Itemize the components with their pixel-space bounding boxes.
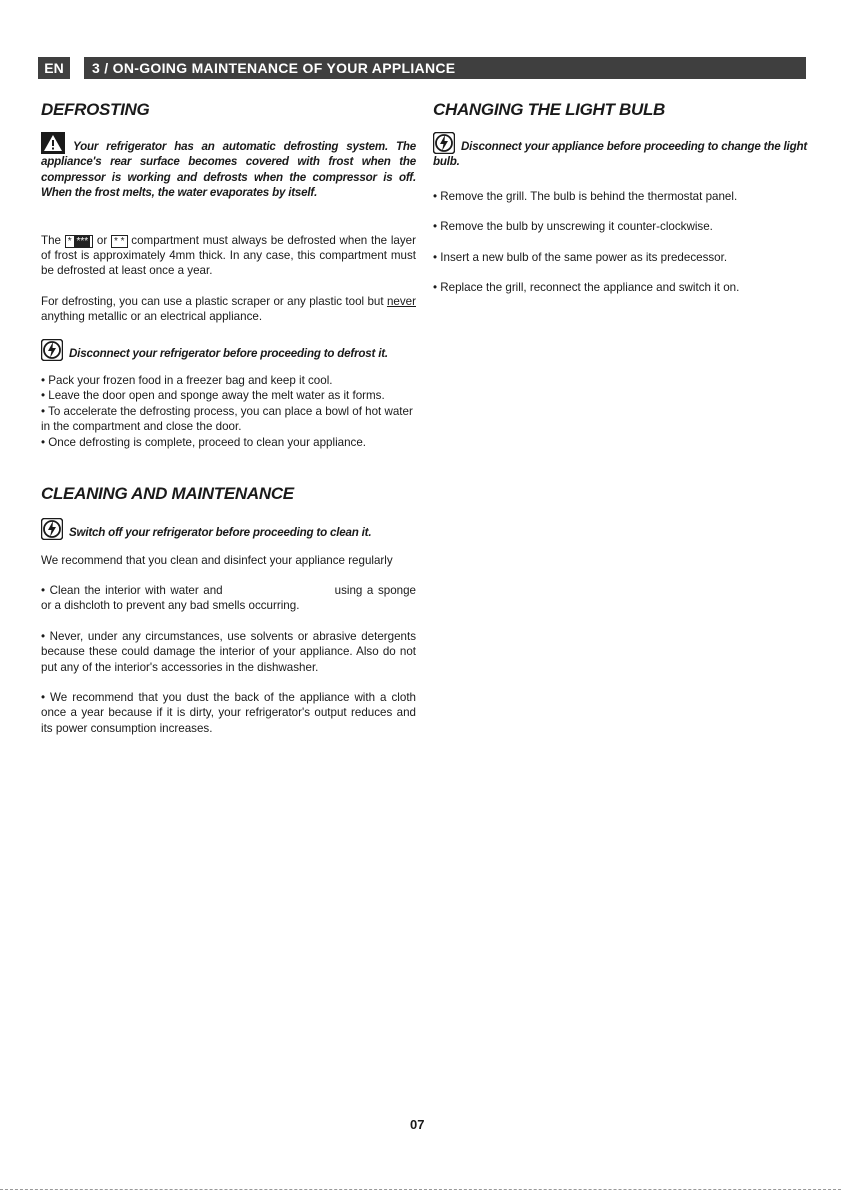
cleaning-recommend: We recommend that you clean and disinfect your appliance regularly <box>41 553 393 567</box>
defrosting-warning-text: Your refrigerator has an automatic defrosting system. The appliance's rear surface becomes covered with frost when the compressor is working and defrosts when the compressor is off. When the frost melts, the water evaporates by itself. <box>41 140 416 200</box>
warning-triangle-icon <box>41 132 65 154</box>
defrost-disconnect-warning <box>41 339 416 361</box>
right-column <box>433 100 807 295</box>
never-solvents-paragraph: • Never, under any circumstances, use solvents or abrasive detergents because these could damage the interior of your appliance. Also do not put any of the interior's accessories in the dishwasher. <box>41 629 416 674</box>
four-star-compartment-icon: * *** <box>65 235 93 248</box>
clean-interior-c: sponge or a dishcloth to prevent any bad smells occurring. <box>41 583 416 613</box>
clean-interior-b: using a <box>334 583 374 597</box>
tool-text-a: For defrosting, you can use a plastic scraper or any plastic tool but <box>41 294 384 308</box>
section-title-bar: 3 / ON-GOING MAINTENANCE OF YOUR APPLIANCE <box>84 57 806 79</box>
list-item: • Pack your frozen food in a freezer bag and keep it cool. <box>41 374 333 388</box>
compartment-or: or <box>96 233 108 247</box>
unplug-icon <box>41 518 63 540</box>
tool-text-never: never <box>386 294 416 308</box>
light-bulb-disconnect-warning <box>433 132 807 170</box>
cleaning-heading: CLEANING AND MAINTENANCE <box>41 484 294 504</box>
list-item: • Replace the grill, reconnect the appliance and switch it on. <box>433 281 740 295</box>
clean-interior-a: • Clean the interior with water and <box>41 583 223 597</box>
list-item: • To accelerate the defrosting process, you can place a bowl of hot water in the compartment and close the door. <box>41 404 413 434</box>
list-item: • Leave the door open and sponge away the melt water as it forms. <box>41 389 385 403</box>
defrosting-warning <box>41 132 416 201</box>
unplug-icon <box>41 339 63 361</box>
dust-back-paragraph: • We recommend that you dust the back of the appliance with a cloth once a year because if it is dirty, your refrigerator's output reduces and its power consumption increases. <box>41 690 416 735</box>
clean-interior-paragraph <box>41 583 416 614</box>
list-item: • Once defrosting is complete, proceed to clean your appliance. <box>41 435 367 449</box>
page-header <box>38 57 806 79</box>
defrost-steps-list <box>41 373 416 450</box>
compartment-pre: The <box>41 233 61 247</box>
list-item: • Remove the bulb by unscrewing it counter-clockwise. <box>433 220 713 234</box>
defrost-tool-paragraph <box>41 294 416 325</box>
list-item: • Remove the grill. The bulb is behind the thermostat panel. <box>433 189 738 203</box>
defrosting-heading: DEFROSTING <box>41 100 150 119</box>
compartment-post: compartment must always be defrosted when the layer of frost is approximately 4mm thick. In any case, this compartment must be defrosted at least once a year. <box>41 233 416 278</box>
defrost-disconnect-text: Disconnect your refrigerator before proceeding to defrost it. <box>69 346 388 360</box>
left-column <box>41 100 416 736</box>
bottom-divider <box>0 1189 841 1190</box>
tool-text-b: anything metallic or an electrical appliance. <box>41 310 263 324</box>
light-bulb-heading: CHANGING THE LIGHT BULB <box>433 100 666 119</box>
language-badge: EN <box>38 57 70 79</box>
cleaning-switch-off-warning <box>41 518 416 540</box>
compartment-paragraph <box>41 233 416 279</box>
cleaning-switch-off-text: Switch off your refrigerator before proceeding to clean it. <box>69 526 372 540</box>
light-bulb-disconnect-text: Disconnect your appliance before proceeding to change the light bulb. <box>433 140 807 169</box>
two-star-compartment-icon: * * <box>111 235 128 248</box>
unplug-icon <box>433 132 455 154</box>
page-number: 07 <box>410 1117 425 1132</box>
list-item: • Insert a new bulb of the same power as its predecessor. <box>433 250 728 264</box>
